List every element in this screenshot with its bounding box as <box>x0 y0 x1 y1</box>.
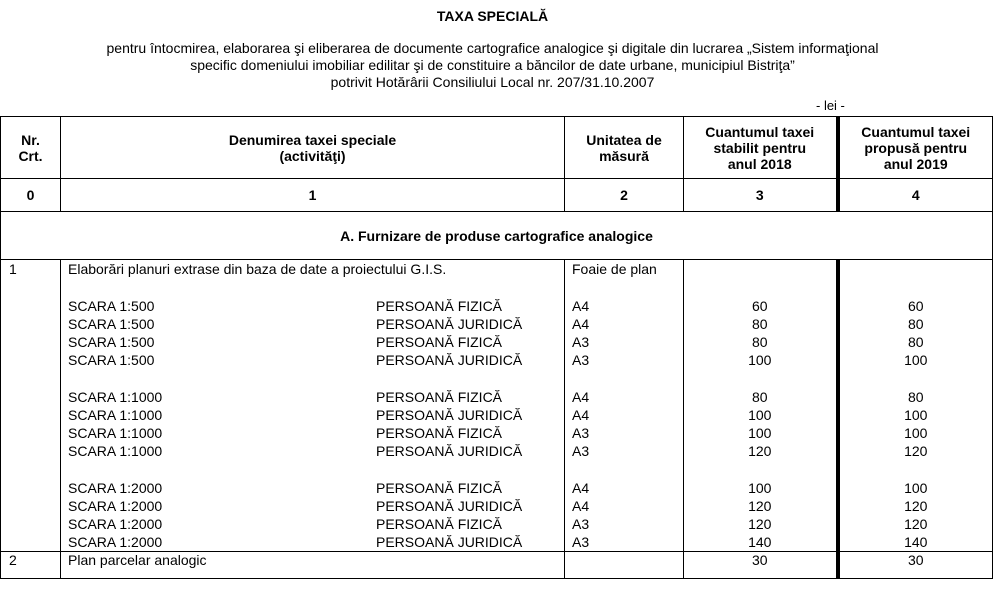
scale-label: SCARA 1:2000 <box>68 534 163 550</box>
tariff-line <box>68 424 564 442</box>
document-title: TAXA SPECIALĂ <box>436 8 549 24</box>
fee-2018: 80 <box>751 389 768 405</box>
column-index: 2 <box>565 179 684 212</box>
scale-label: SCARA 1:500 <box>68 352 155 368</box>
document-subtitle <box>0 40 985 91</box>
row-name-cell <box>61 260 565 552</box>
fee-2019: 80 <box>907 334 924 350</box>
scale-label: SCARA 1:2000 <box>68 498 163 514</box>
paper-format: A4 <box>572 480 590 496</box>
person-type: PERSOANĂ JURIDICĂ <box>376 316 523 332</box>
paper-format: A4 <box>572 316 590 332</box>
table-header-row <box>1 117 993 179</box>
table-row <box>1 552 993 579</box>
scale-label: SCARA 1:500 <box>68 316 155 332</box>
person-type: PERSOANĂ FIZICĂ <box>376 425 503 441</box>
person-type: PERSOANĂ JURIDICĂ <box>376 407 523 423</box>
header-nr: Nr. Crt. <box>1 117 61 179</box>
fee-2019: 100 <box>904 425 928 441</box>
scale-label: SCARA 1:1000 <box>68 443 163 459</box>
tax-table <box>0 116 993 579</box>
currency-unit-note: - lei - <box>816 98 845 113</box>
scale-label: SCARA 1:500 <box>68 334 155 350</box>
header-2018: Cuantumul taxei stabilit pentru anul 2018 <box>684 117 838 179</box>
paper-format: A4 <box>572 389 590 405</box>
fee-2018: 100 <box>748 425 772 441</box>
scale-label: SCARA 1:2000 <box>68 480 163 496</box>
tariff-line <box>68 388 564 406</box>
paper-format: A3 <box>572 534 590 550</box>
column-index-row <box>1 179 993 212</box>
person-type: PERSOANĂ FIZICĂ <box>376 516 503 532</box>
scale-label: SCARA 1:1000 <box>68 407 163 423</box>
paper-format: A4 <box>572 498 590 514</box>
paper-format: A3 <box>572 352 590 368</box>
tariff-line <box>68 315 564 333</box>
paper-format: A3 <box>572 516 590 532</box>
section-title: A. Furnizare de produse cartografice analogice <box>1 212 993 260</box>
paper-format: A3 <box>572 425 590 441</box>
column-index: 4 <box>838 179 993 212</box>
fee-2018: 120 <box>748 516 772 532</box>
scale-label: SCARA 1:2000 <box>68 516 163 532</box>
person-type: PERSOANĂ FIZICĂ <box>376 298 503 314</box>
tariff-line <box>68 497 564 515</box>
header-name: Denumirea taxei speciale (activităţi) <box>61 117 565 179</box>
fee-2019: 100 <box>904 407 928 423</box>
row-name: Plan parcelar analogic <box>61 552 565 579</box>
row-2019-cell <box>838 260 993 552</box>
header-unit: Unitatea de măsură <box>565 117 684 179</box>
tariff-line <box>68 479 564 497</box>
paper-format: A4 <box>572 298 590 314</box>
row-unit-cell <box>565 260 684 552</box>
person-type: PERSOANĂ JURIDICĂ <box>376 443 523 459</box>
fee-2019: 80 <box>907 316 924 332</box>
fee-2019: 100 <box>904 352 928 368</box>
row-unit <box>565 552 684 579</box>
header-2019: Cuantumul taxei propusă pentru anul 2019 <box>838 117 993 179</box>
tariff-line <box>68 533 564 551</box>
fee-2019: 120 <box>904 516 928 532</box>
tariff-line <box>68 406 564 424</box>
person-type: PERSOANĂ FIZICĂ <box>376 334 503 350</box>
row-2018-value: 30 <box>684 552 838 579</box>
column-index: 1 <box>61 179 565 212</box>
row-number: 1 <box>1 260 61 552</box>
paper-format: A3 <box>572 443 590 459</box>
row-2018-cell <box>684 260 838 552</box>
fee-2019: 100 <box>904 480 928 496</box>
fee-2019: 140 <box>904 534 928 550</box>
row-number: 2 <box>1 552 61 579</box>
fee-2019: 60 <box>907 298 924 314</box>
tariff-line <box>68 351 564 369</box>
tariff-line <box>68 297 564 315</box>
fee-2019: 120 <box>904 443 928 459</box>
person-type: PERSOANĂ FIZICĂ <box>376 480 503 496</box>
fee-2018: 120 <box>748 498 772 514</box>
paper-format: A3 <box>572 334 590 350</box>
tariff-line <box>68 515 564 533</box>
scale-label: SCARA 1:500 <box>68 298 155 314</box>
row-name: Elaborări planuri extrase din baza de date a proiectului G.I.S. <box>68 261 447 277</box>
section-row <box>1 212 993 260</box>
fee-2018: 140 <box>748 534 772 550</box>
tariff-line <box>68 442 564 460</box>
column-index: 0 <box>1 179 61 212</box>
person-type: PERSOANĂ JURIDICĂ <box>376 352 523 368</box>
fee-2018: 120 <box>748 443 772 459</box>
row-unit: Foaie de plan <box>572 261 657 277</box>
paper-format: A4 <box>572 407 590 423</box>
fee-2019: 80 <box>907 389 924 405</box>
scale-label: SCARA 1:1000 <box>68 389 163 405</box>
subtitle-line: specific domeniului imobiliar edilitar şi de constituire a băncilor de date urbane, municipiul Bistriţa” <box>190 57 795 73</box>
tariff-line <box>68 333 564 351</box>
person-type: PERSOANĂ JURIDICĂ <box>376 498 523 514</box>
column-index: 3 <box>684 179 838 212</box>
fee-2018: 100 <box>748 352 772 368</box>
person-type: PERSOANĂ JURIDICĂ <box>376 534 523 550</box>
fee-2018: 100 <box>748 480 772 496</box>
subtitle-line: potrivit Hotărârii Consiliului Local nr. 207/31.10.2007 <box>330 74 655 90</box>
fee-2018: 60 <box>751 298 768 314</box>
subtitle-line: pentru întocmirea, elaborarea şi eliberarea de documente cartografice analogice şi digitale din lucrarea „Sistem informaţional <box>106 40 879 56</box>
fee-2018: 80 <box>751 316 768 332</box>
person-type: PERSOANĂ FIZICĂ <box>376 389 503 405</box>
table-row <box>1 260 993 552</box>
fee-2018: 100 <box>748 407 772 423</box>
fee-2019: 120 <box>904 498 928 514</box>
scale-label: SCARA 1:1000 <box>68 425 163 441</box>
fee-2018: 80 <box>751 334 768 350</box>
row-2019-value: 30 <box>838 552 993 579</box>
